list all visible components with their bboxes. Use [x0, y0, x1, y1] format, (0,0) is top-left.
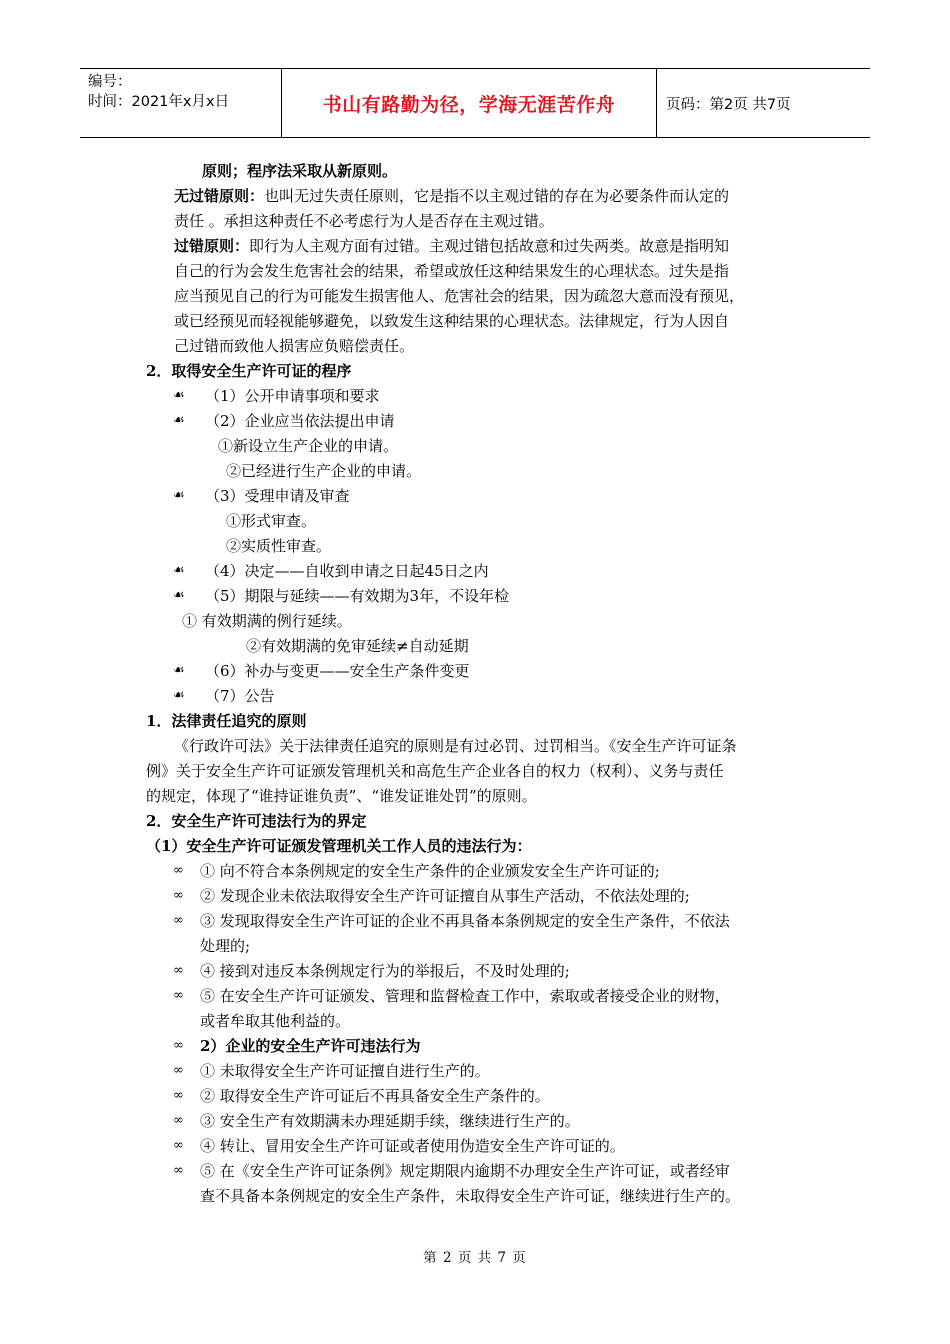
leaf-bullet-icon: ☙	[173, 488, 185, 503]
list-item: （6）补办与变更——安全生产条件变更	[205, 662, 470, 680]
link-bullet-icon: ∞	[173, 888, 184, 903]
list-item: ① 未取得安全生产许可证擅自进行生产的。	[200, 1062, 490, 1080]
page-header	[80, 68, 870, 138]
text-line: 应当预见自己的行为可能发生损害他人、危害社会的结果，因为疏忽大意而没有预见，	[174, 287, 745, 305]
term-label: 过错原则：	[174, 237, 250, 255]
list-item-continuation: 查不具备本条例规定的安全生产条件，未取得安全生产许可证，继续进行生产的。	[200, 1187, 741, 1205]
header-page-label: 页码：第2页 共7页	[666, 96, 791, 113]
list-item-continuation: 或者牟取其他利益的。	[200, 1012, 351, 1030]
link-bullet-icon: ∞	[173, 963, 184, 978]
list-subitem: ①新设立生产企业的申请。	[218, 437, 399, 455]
subsection-heading: 2）企业的安全生产许可违法行为	[200, 1037, 421, 1055]
link-bullet-icon: ∞	[173, 1088, 184, 1103]
number-label: 编号：	[88, 74, 132, 90]
link-bullet-icon: ∞	[173, 1113, 184, 1128]
list-subitem: ②有效期满的免审延续≠自动延期	[246, 637, 469, 655]
link-bullet-icon: ∞	[173, 1038, 184, 1053]
header-meta	[80, 69, 282, 137]
list-item: ④ 转让、冒用安全生产许可证或者使用伪造安全生产许可证的。	[200, 1137, 625, 1155]
list-item: （7）公告	[205, 687, 275, 705]
text-line: 自己的行为会发生危害社会的结果，希望或放任这种结果发生的心理状态。过失是指	[174, 262, 730, 280]
list-item: ③ 安全生产有效期满未办理延期手续，继续进行生产的。	[200, 1112, 580, 1130]
link-bullet-icon: ∞	[173, 1163, 184, 1178]
text-line: 《行政许可法》关于法律责任追究的原则是有过必罚、过罚相当。《安全生产许可证条	[174, 737, 737, 755]
leaf-bullet-icon: ☙	[173, 588, 185, 603]
subsection-heading: （1）安全生产许可证颁发管理机关工作人员的违法行为：	[146, 837, 532, 855]
leaf-bullet-icon: ☙	[173, 688, 185, 703]
link-bullet-icon: ∞	[173, 863, 184, 878]
link-bullet-icon: ∞	[173, 1063, 184, 1078]
text-line	[174, 236, 729, 256]
list-subitem: ②实质性审查。	[226, 537, 332, 555]
list-item: ⑤ 在安全生产许可证颁发、管理和监督检查工作中，索取或者接受企业的财物，	[200, 987, 730, 1005]
leaf-bullet-icon: ☙	[173, 413, 185, 428]
list-item: ④ 接到对违反本条例规定行为的举报后，不及时处理的;	[200, 962, 570, 980]
list-item: ① 向不符合本条例规定的安全生产条件的企业颁发安全生产许可证的;	[200, 862, 660, 880]
leaf-bullet-icon: ☙	[173, 388, 185, 403]
section-heading: 2．安全生产许可违法行为的界定	[146, 812, 367, 830]
list-item: （4）决定——自收到申请之日起45日之内	[205, 562, 489, 580]
list-item: （3）受理申请及审查	[205, 487, 350, 505]
text-line	[174, 186, 729, 206]
list-subitem: ① 有效期满的例行延续。	[182, 612, 352, 630]
list-item: （5）期限与延续——有效期为3年，不设年检	[205, 587, 510, 605]
list-subitem: ②已经进行生产企业的申请。	[226, 462, 422, 480]
header-motto: 书山有路勤为径，学海无涯苦作舟	[282, 69, 657, 137]
term-text: 也叫无过失责任原则，它是指不以主观过错的存在为必要条件而认定的	[264, 187, 730, 205]
term-label: 无过错原则：	[174, 187, 265, 205]
section-heading: 2．取得安全生产许可证的程序	[146, 362, 352, 380]
text-line: 己过错而致他人损害应负赔偿责任。	[174, 337, 415, 355]
text-line: 或已经预见而轻视能够避免，以致发生这种结果的心理状态。法律规定，行为人因自	[174, 312, 730, 330]
list-item: ⑤ 在《安全生产许可证条例》规定期限内逾期不办理安全生产许可证，或者经审	[200, 1162, 730, 1180]
leaf-bullet-icon: ☙	[173, 563, 185, 578]
list-item: ② 取得安全生产许可证后不再具备安全生产条件的。	[200, 1087, 550, 1105]
page-footer: 第 2 页 共 7 页	[423, 1250, 527, 1266]
text-line: 责任 。承担这种责任不必考虑行为人是否存在主观过错。	[174, 212, 554, 230]
link-bullet-icon: ∞	[173, 913, 184, 928]
text-line: 例》关于安全生产许可证颁发管理机关和高危生产企业各自的权力（权利）、义务与责任	[146, 762, 724, 780]
list-item: ② 发现企业未依法取得安全生产许可证擅自从事生产活动，不依法处理的;	[200, 887, 690, 905]
list-subitem: ①形式审查。	[226, 512, 317, 530]
text-line: 原则；程序法采取从新原则。	[202, 162, 398, 180]
link-bullet-icon: ∞	[173, 988, 184, 1003]
list-item-continuation: 处理的;	[200, 937, 251, 955]
time-label: 时间：2021年x月x日	[88, 94, 230, 110]
text-line: 的规定，体现了“谁持证谁负责”、“谁发证谁处罚”的原则。	[146, 787, 537, 805]
term-text: 即行为人主观方面有过错。主观过错包括故意和过失两类。故意是指明知	[249, 237, 730, 255]
link-bullet-icon: ∞	[173, 1138, 184, 1153]
section-heading: 1．法律责任追究的原则	[146, 712, 307, 730]
list-item: ③ 发现取得安全生产许可证的企业不再具备本条例规定的安全生产条件，不依法	[200, 912, 730, 930]
leaf-bullet-icon: ☙	[173, 663, 185, 678]
list-item: （1）公开申请事项和要求	[205, 387, 380, 405]
list-item: （2）企业应当依法提出申请	[205, 412, 395, 430]
